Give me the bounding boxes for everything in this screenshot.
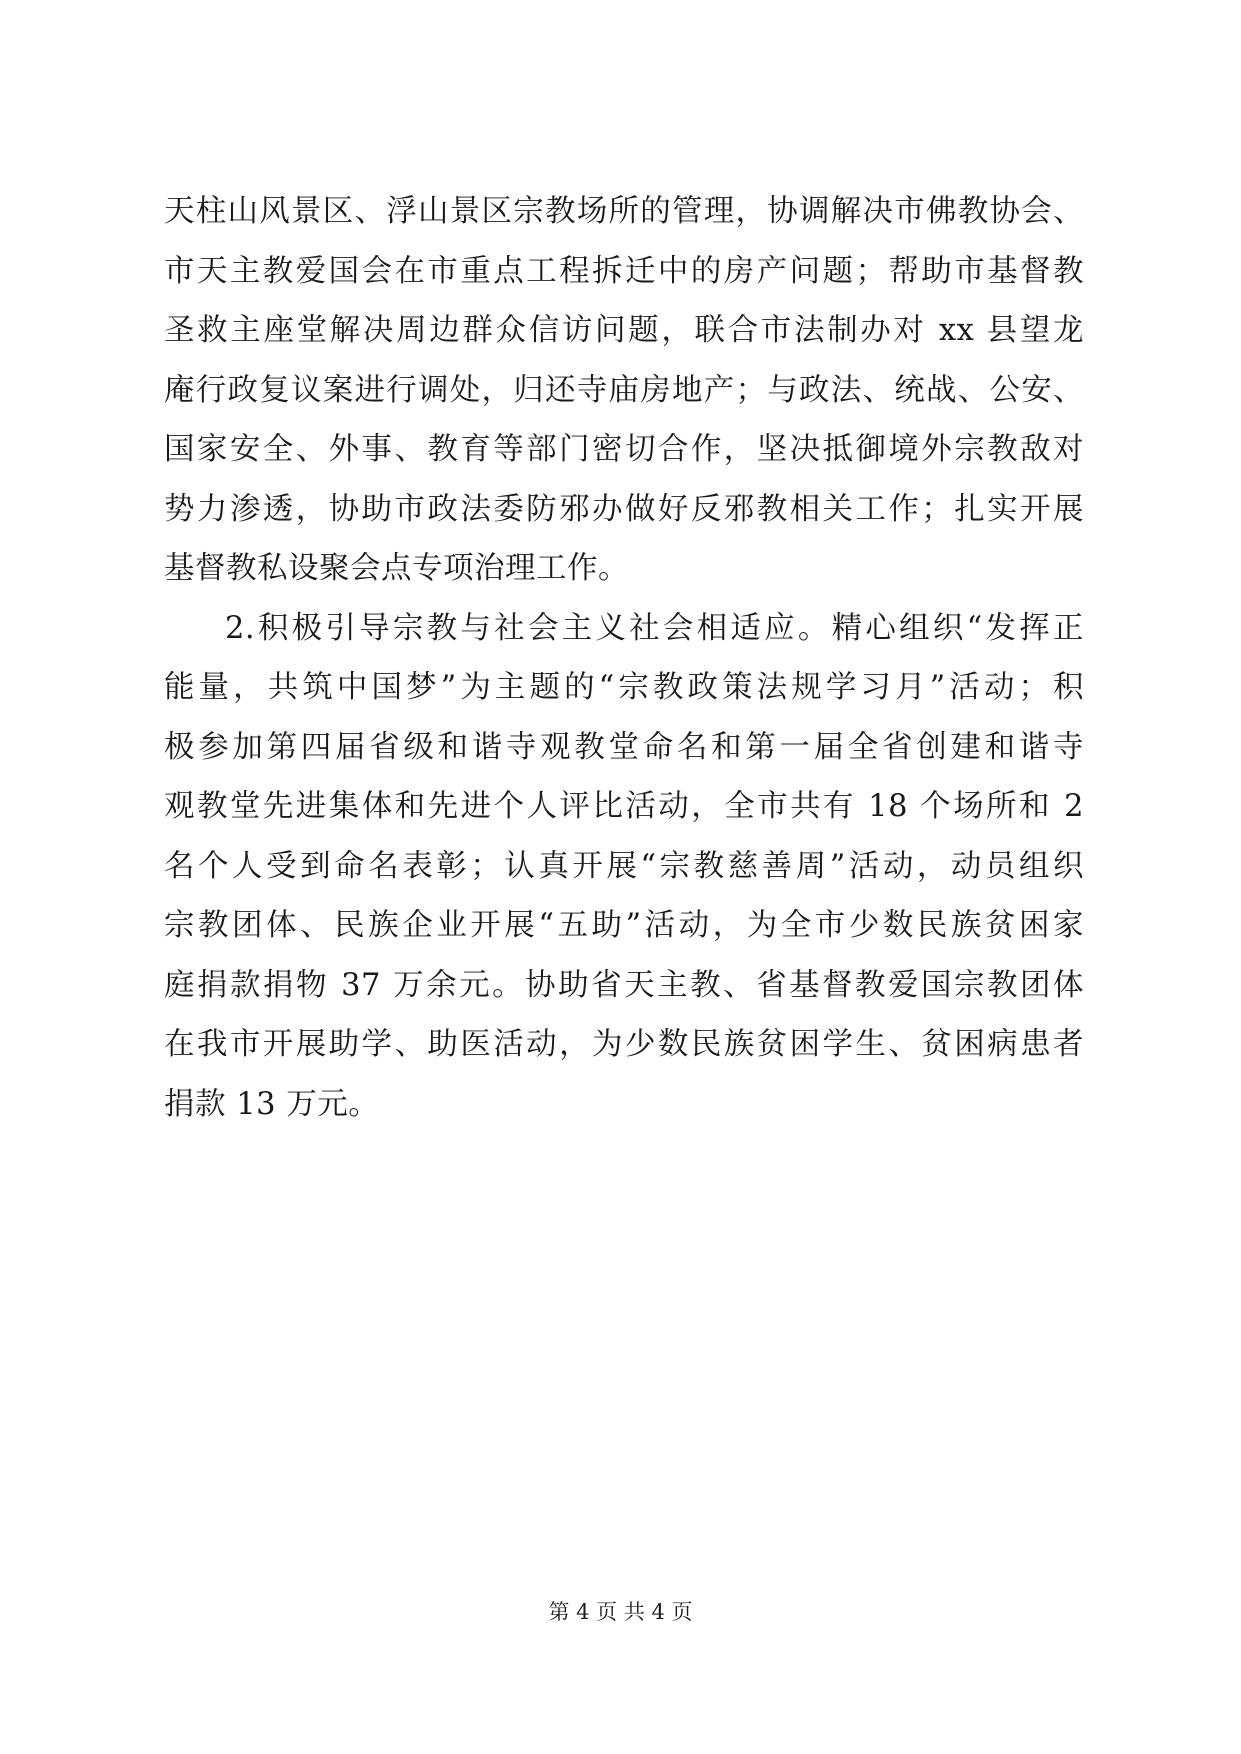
document-body: [164, 182, 1084, 1134]
text-line: 宗教团体、民族企业开展“五助”活动，为全市少数民族贫困家: [164, 908, 1084, 943]
text-line: 国家安全、外事、教育等部门密切合作，坚决抵御境外宗教敌对: [164, 432, 1084, 467]
text-line: 圣救主座堂解决周边群众信访问题，联合市法制办对 xx 县望龙: [164, 313, 1084, 348]
page-number-footer: 第 4 页 共 4 页: [548, 1600, 693, 1624]
text-line: 观教堂先进集体和先进个人评比活动，全市共有 18 个场所和 2: [164, 789, 1084, 824]
text-line: 极参加第四届省级和谐寺观教堂命名和第一届全省创建和谐寺: [164, 729, 1084, 765]
text-line: 势力渗透，协助市政法委防邪办做好反邪教相关工作；扎实开展: [164, 491, 1084, 527]
text-line: 基督教私设聚会点专项治理工作。: [164, 551, 629, 586]
text-line: 庭捐款捐物 37 万余元。协助省天主教、省基督教爱国宗教团体: [164, 967, 1084, 1003]
text-line: 2.积极引导宗教与社会主义社会相适应。精心组织“发挥正: [225, 610, 1084, 646]
text-line: 庵行政复议案进行调处，归还寺庙房地产；与政法、统战、公安、: [164, 372, 1084, 408]
text-line: 天柱山风景区、浮山景区宗教场所的管理，协调解决市佛教协会、: [164, 194, 1084, 229]
text-line: 捐款 13 万元。: [164, 1086, 380, 1122]
text-line: 能量，共筑中国梦”为主题的“宗教政策法规学习月”活动；积: [164, 670, 1084, 705]
paragraph-1: [164, 182, 1084, 599]
text-line: 在我市开展助学、助医活动，为少数民族贫困学生、贫困病患者: [164, 1027, 1084, 1062]
text-line: 市天主教爱国会在市重点工程拆迁中的房产问题；帮助市基督教: [164, 253, 1084, 289]
paragraph-2: [164, 599, 1084, 1135]
text-line: 名个人受到命名表彰；认真开展“宗教慈善周”活动，动员组织: [164, 848, 1084, 884]
